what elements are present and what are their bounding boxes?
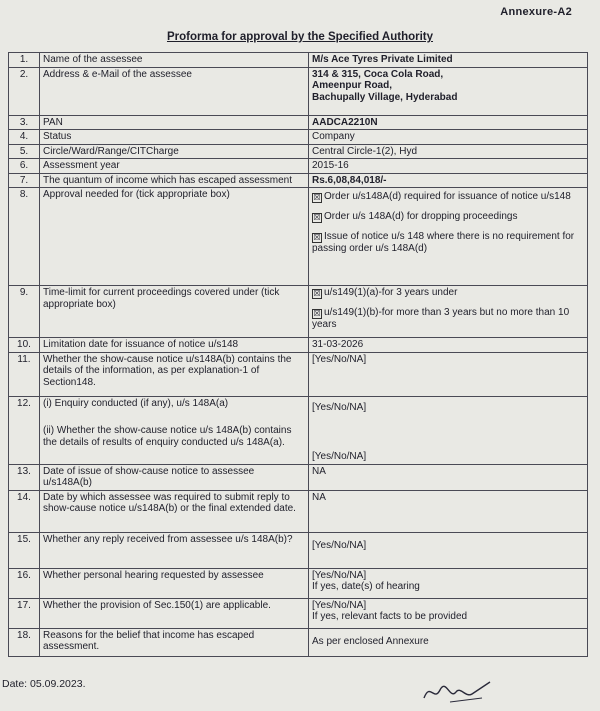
row-number: 11.: [9, 352, 40, 396]
sub-value: If yes, relevant facts to be provided: [312, 611, 468, 622]
field-value: 31-03-2026: [309, 338, 588, 353]
sub-value: If yes, date(s) of hearing: [312, 581, 420, 592]
row-number: 18.: [9, 628, 40, 656]
field-label: Date by which assessee was required to submit reply to show-cause notice u/s148A(b) or the final extended date.: [40, 490, 309, 532]
time-limit-option: ☒ u/s149(1)(b)-for more than 3 years but no more than 10 years: [312, 307, 570, 330]
row-number: 13.: [9, 464, 40, 490]
row-number: 17.: [9, 598, 40, 628]
field-value: Central Circle-1(2), Hyd: [309, 144, 588, 159]
address-line: 314 & 315, Coca Cola Road,: [312, 68, 444, 80]
field-value: Rs.6,08,84,018/-: [309, 173, 588, 188]
field-value: [309, 568, 588, 598]
address-value: [309, 67, 588, 115]
table-row: [9, 130, 588, 145]
row-number: 12.: [9, 396, 40, 464]
approval-options: [309, 188, 588, 286]
field-label: Whether any reply received from assessee u/s 148A(b)?: [40, 532, 309, 568]
sub-field-label: (ii) Whether the show-cause notice u/s 148A(b) contains the details of results of enquiry conducted u/s 148A(a).: [43, 425, 292, 448]
checkbox-icon: ☒: [313, 213, 321, 222]
field-label: Name of the assessee: [40, 53, 309, 68]
table-row: [9, 568, 588, 598]
field-label: Whether personal hearing requested by assessee: [40, 568, 309, 598]
field-value: [309, 598, 588, 628]
field-label: Assessment year: [40, 159, 309, 174]
field-value: [Yes/No/NA]: [309, 532, 588, 568]
table-row: [9, 144, 588, 159]
row-number: 16.: [9, 568, 40, 598]
row-number: 6.: [9, 159, 40, 174]
time-limit-option: ☒ u/s149(1)(a)-for 3 years under: [313, 287, 458, 298]
approval-option: ☒ Order u/s 148A(d) for dropping proceedings: [313, 211, 518, 222]
document-date: Date: 05.09.2023.: [2, 678, 86, 690]
sub-value: [Yes/No/NA]: [312, 401, 367, 413]
annexure-label: Annexure-A2: [500, 6, 572, 18]
row-number: 9.: [9, 286, 40, 338]
field-label: Status: [40, 130, 309, 145]
checkbox-icon: ☒: [313, 309, 321, 318]
table-row: [9, 173, 588, 188]
field-label: Date of issue of show-cause notice to assessee u/s148A(b): [40, 464, 309, 490]
table-row: [9, 338, 588, 353]
row-number: 14.: [9, 490, 40, 532]
table-row: [9, 352, 588, 396]
field-label: Whether the provision of Sec.150(1) are applicable.: [40, 598, 309, 628]
row-number: 8.: [9, 188, 40, 286]
field-value: [Yes/No/NA]: [309, 352, 588, 396]
signature-icon: [420, 672, 500, 706]
row-number: 4.: [9, 130, 40, 145]
checkbox-icon: ☒: [313, 193, 321, 202]
field-label: [40, 396, 309, 464]
row-number: 1.: [9, 53, 40, 68]
checkbox-icon: ☒: [313, 233, 321, 242]
table-row: [9, 628, 588, 656]
field-label: Whether the show-cause notice u/s148A(b) contains the details of the information, as per explanation-1 of Section148.: [40, 352, 309, 396]
table-row: [9, 67, 588, 115]
field-value: [309, 396, 588, 464]
approval-option: ☒ Issue of notice u/s 148 where there is no requirement for passing order u/s 148A(d): [312, 231, 575, 254]
table-row: [9, 115, 588, 130]
field-label: The quantum of income which has escaped assessment: [40, 173, 309, 188]
approval-option: ☒ Order u/s148A(d) required for issuance of notice u/s148: [313, 191, 571, 202]
field-value: NA: [309, 464, 588, 490]
sub-value: [Yes/No/NA]: [312, 599, 367, 611]
table-row: [9, 396, 588, 464]
sub-value: [Yes/No/NA]: [312, 569, 367, 581]
row-number: 10.: [9, 338, 40, 353]
proforma-table: [8, 52, 588, 657]
address-line: Ameenpur Road,: [312, 80, 393, 91]
table-row: [9, 286, 588, 338]
field-value: NA: [309, 490, 588, 532]
table-row: [9, 532, 588, 568]
row-number: 15.: [9, 532, 40, 568]
sub-field-label: (i) Enquiry conducted (if any), u/s 148A(a): [43, 397, 229, 409]
table-row: [9, 598, 588, 628]
row-number: 7.: [9, 173, 40, 188]
checkbox-icon: ☒: [313, 289, 321, 298]
field-label: Approval needed for (tick appropriate box): [40, 188, 309, 286]
row-number: 2.: [9, 67, 40, 115]
address-line: Bachupally Village, Hyderabad: [312, 91, 458, 103]
sub-value: [Yes/No/NA]: [312, 451, 367, 462]
row-number: 5.: [9, 144, 40, 159]
field-label: Limitation date for issuance of notice u/s148: [40, 338, 309, 353]
table-row: [9, 188, 588, 286]
field-value: 2015-16: [309, 159, 588, 174]
table-row: [9, 464, 588, 490]
field-value: M/s Ace Tyres Private Limited: [309, 53, 588, 68]
field-label: PAN: [40, 115, 309, 130]
table-row: [9, 159, 588, 174]
table-row: [9, 490, 588, 532]
field-value: As per enclosed Annexure: [309, 628, 588, 656]
time-limit-options: [309, 286, 588, 338]
row-number: 3.: [9, 115, 40, 130]
field-label: Reasons for the belief that income has escaped assessment.: [40, 628, 309, 656]
field-value: Company: [309, 130, 588, 145]
field-value: AADCA2210N: [309, 115, 588, 130]
field-label: Time-limit for current proceedings covered under (tick appropriate box): [40, 286, 309, 338]
field-label: Address & e-Mail of the assessee: [40, 67, 309, 115]
page-title: Proforma for approval by the Specified Authority: [166, 31, 434, 43]
field-label: Circle/Ward/Range/CITCharge: [40, 144, 309, 159]
table-row: [9, 53, 588, 68]
